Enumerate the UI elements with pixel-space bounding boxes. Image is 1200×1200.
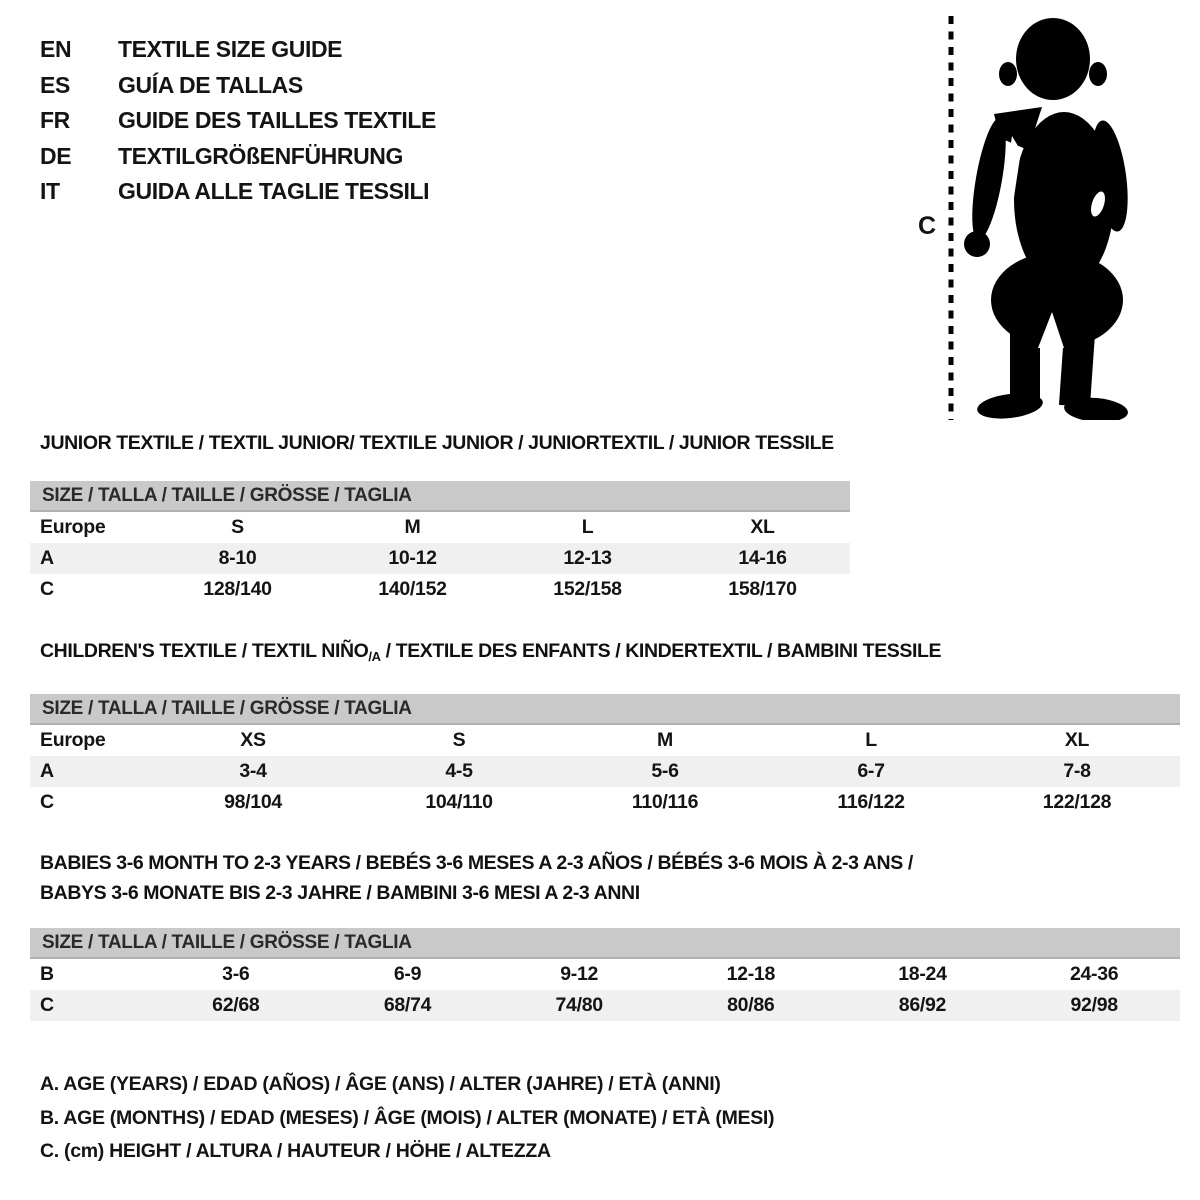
size-cell: 152/158 [553, 578, 622, 600]
legend-line-c: C. (cm) HEIGHT / ALTURA / HAUTEUR / HÖHE / ALTEZZA [40, 1140, 551, 1162]
children-size-table [30, 725, 1180, 818]
language-row [40, 103, 436, 139]
guide-title: TEXTILGRÖßENFÜHRUNG [118, 142, 403, 169]
size-cell: 86/92 [898, 994, 947, 1016]
size-cell: 158/170 [728, 578, 797, 600]
size-cell: XS [240, 729, 266, 751]
row-label: B [40, 963, 54, 985]
size-cell: 3-4 [239, 760, 267, 782]
language-row [40, 32, 436, 68]
size-cell: 6-7 [857, 760, 885, 782]
table-row [30, 787, 1180, 818]
height-measure-label: C [918, 212, 937, 240]
size-cell: L [581, 516, 594, 538]
row-label: Europe [40, 729, 106, 751]
row-label: C [40, 791, 54, 813]
section-title-post: / TEXTILE DES ENFANTS / KINDERTEXTIL / BAMBINI TESSILE [380, 640, 942, 662]
size-cell: S [452, 729, 466, 751]
babies-size-table [30, 959, 1180, 1021]
language-code: DE [40, 142, 72, 169]
height-measure-figure [890, 0, 1180, 430]
measurement-legend [40, 1068, 774, 1169]
size-header-bar: SIZE / TALLA / TAILLE / GRÖSSE / TAGLIA [30, 694, 1180, 725]
row-label: Europe [40, 516, 106, 538]
language-code: FR [40, 107, 70, 134]
size-cell: 62/68 [212, 994, 260, 1016]
section-title-subscript: /A [368, 649, 381, 664]
toddler-silhouette-icon [960, 14, 1152, 420]
size-header-bar: SIZE / TALLA / TAILLE / GRÖSSE / TAGLIA [30, 928, 1180, 959]
size-cell: 5-6 [651, 760, 679, 782]
language-code: EN [40, 36, 72, 63]
size-cell: 10-12 [388, 547, 437, 569]
size-header-bar: SIZE / TALLA / TAILLE / GRÖSSE / TAGLIA [30, 481, 850, 512]
legend-line-a: A. AGE (YEARS) / EDAD (AÑOS) / ÂGE (ANS) / ALTER (JAHRE) / ETÀ (ANNI) [40, 1073, 721, 1095]
legend-line-b: B. AGE (MONTHS) / EDAD (MESES) / ÂGE (MOIS) / ALTER (MONATE) / ETÀ (MESI) [40, 1106, 775, 1129]
size-cell: 68/74 [383, 994, 432, 1016]
table-row [30, 990, 1180, 1021]
size-cell: 140/152 [378, 578, 447, 600]
guide-title: GUIDA ALLE TAGLIE TESSILI [118, 178, 430, 205]
section-title: JUNIOR TEXTILE / TEXTIL JUNIOR/ TEXTILE JUNIOR / JUNIORTEXTIL / JUNIOR TESSILE [40, 432, 834, 454]
row-label: A [40, 760, 54, 782]
language-code: IT [40, 178, 60, 205]
size-cell: 3-6 [222, 963, 250, 985]
size-cell: 116/122 [837, 791, 905, 813]
row-label: C [40, 578, 54, 600]
section-title-pre: CHILDREN'S TEXTILE / TEXTIL NIÑO [40, 640, 369, 662]
size-cell: 92/98 [1070, 994, 1118, 1016]
size-cell: XL [1064, 729, 1090, 751]
size-cell: 98/104 [224, 791, 282, 813]
size-cell: 4-5 [445, 760, 473, 782]
size-cell: S [231, 516, 244, 538]
size-cell: L [865, 729, 877, 751]
language-code: ES [40, 71, 70, 98]
size-cell: 6-9 [393, 963, 422, 985]
table-row [30, 512, 850, 543]
size-cell: 8-10 [218, 547, 257, 569]
size-cell: 12-18 [726, 963, 775, 985]
size-cell: 24-36 [1069, 963, 1119, 985]
size-cell: 18-24 [898, 963, 947, 985]
section-title-line1: BABIES 3-6 MONTH TO 2-3 YEARS / BEBÉS 3-6 MESES A 2-3 AÑOS / BÉBÉS 3-6 MOIS À 2-3 ANS / [40, 852, 913, 874]
size-cell: 128/140 [203, 578, 272, 600]
size-cell: 122/128 [1042, 791, 1112, 813]
section-title-line2: BABYS 3-6 MONATE BIS 2-3 JAHRE / BAMBINI 3-6 MESI A 2-3 ANNI [40, 882, 640, 904]
table-row [30, 756, 1180, 787]
size-cell: 104/110 [425, 791, 493, 813]
language-title-list [40, 32, 436, 210]
table-row [30, 543, 850, 574]
table-row [30, 574, 850, 605]
size-cell: 74/80 [555, 994, 603, 1016]
section-children-textile [30, 641, 1180, 818]
guide-title: TEXTILE SIZE GUIDE [118, 36, 343, 63]
size-cell: 12-13 [563, 547, 612, 569]
size-cell: 9-12 [560, 963, 599, 985]
language-row [40, 174, 436, 210]
section-title [40, 848, 1180, 908]
size-cell: 14-16 [738, 547, 787, 569]
row-label: A [40, 547, 54, 569]
language-row [40, 68, 436, 104]
section-junior-textile [30, 433, 850, 605]
guide-title: GUÍA DE TALLAS [118, 71, 303, 98]
language-row [40, 139, 436, 175]
size-cell: 80/86 [727, 994, 775, 1016]
size-cell: M [404, 516, 421, 538]
size-cell: XL [750, 516, 775, 538]
section-title [40, 641, 1180, 667]
height-dashed-line-icon [946, 16, 956, 420]
size-cell: 7-8 [1063, 760, 1091, 782]
guide-title: GUIDE DES TAILLES TEXTILE [118, 107, 436, 134]
size-cell: 110/116 [631, 791, 699, 813]
size-cell: M [657, 729, 673, 751]
table-row [30, 959, 1180, 990]
table-row [30, 725, 1180, 756]
section-babies-textile [30, 848, 1180, 1021]
junior-size-table [30, 512, 850, 605]
row-label: C [40, 994, 54, 1016]
